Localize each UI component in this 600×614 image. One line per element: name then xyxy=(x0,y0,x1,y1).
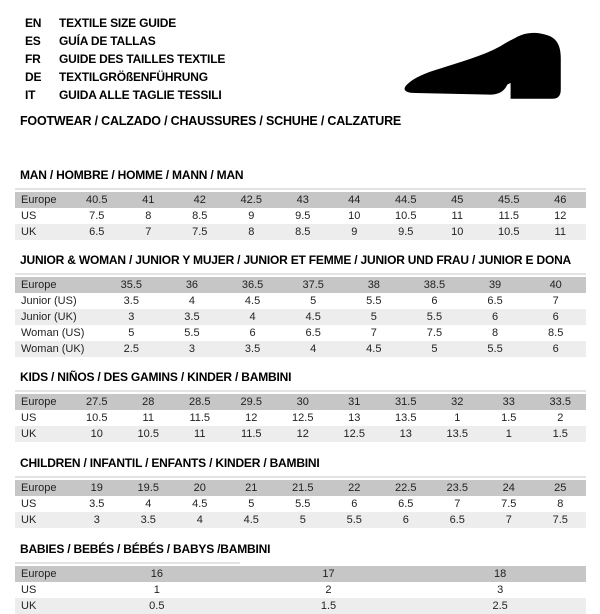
size-value-cell: 7.5 xyxy=(426,327,443,339)
size-value-cell: 5 xyxy=(248,498,255,510)
size-value-cell: 29.5 xyxy=(240,396,262,408)
size-value-cell: 0.5 xyxy=(149,600,165,612)
row-label: Junior (US) xyxy=(21,295,77,307)
size-value-cell: 9.5 xyxy=(295,210,311,222)
size-value-cell: 9 xyxy=(351,226,358,238)
table-row xyxy=(15,480,586,496)
size-value-cell: 38.5 xyxy=(423,279,446,291)
size-value-cell: 21.5 xyxy=(292,482,314,494)
language-code: IT xyxy=(25,88,36,102)
size-value-cell: 21 xyxy=(245,482,258,494)
size-table-children xyxy=(15,480,586,528)
size-value-cell: 33.5 xyxy=(549,396,571,408)
size-value-cell: 6.5 xyxy=(89,226,105,238)
language-title: GUIDE DES TAILLES TEXTILE xyxy=(59,52,226,66)
size-value-cell: 28 xyxy=(142,396,155,408)
size-value-cell: 4 xyxy=(188,295,195,307)
size-value-cell: 7.5 xyxy=(89,210,105,222)
size-value-cell: 5.5 xyxy=(426,311,443,323)
size-value-cell: 1 xyxy=(505,428,512,440)
size-value-cell: 10.5 xyxy=(137,428,159,440)
table-row xyxy=(15,496,586,512)
table-row xyxy=(15,224,586,240)
language-title: GUIDA ALLE TAGLIE TESSILI xyxy=(59,88,222,102)
size-value-cell: 3 xyxy=(128,311,135,323)
language-code: ES xyxy=(25,34,41,48)
size-value-cell: 7 xyxy=(552,295,559,307)
table-row xyxy=(15,309,586,325)
size-value-cell: 8.5 xyxy=(192,210,208,222)
size-value-cell: 6.5 xyxy=(487,295,503,307)
section-kids xyxy=(15,370,586,442)
size-value-cell: 2 xyxy=(557,412,564,424)
section-heading: KIDS / NIÑOS / DES GAMINS / KINDER / BAMBINI xyxy=(20,370,292,384)
size-value-cell: 3 xyxy=(93,514,100,526)
size-value-cell: 13.5 xyxy=(446,428,468,440)
size-value-cell: 5.5 xyxy=(295,498,311,510)
size-value-cell: 31 xyxy=(348,396,361,408)
size-value-cell: 40 xyxy=(549,279,562,291)
size-value-cell: 17 xyxy=(322,568,335,580)
size-value-cell: 7 xyxy=(505,514,512,526)
size-value-cell: 1 xyxy=(454,412,461,424)
size-value-cell: 20 xyxy=(193,482,206,494)
size-value-cell: 37.5 xyxy=(302,279,324,291)
size-table-man xyxy=(15,192,586,240)
size-value-cell: 7 xyxy=(370,327,377,339)
row-label: Europe xyxy=(21,279,57,291)
size-value-cell: 3.5 xyxy=(184,311,200,323)
size-value-cell: 8 xyxy=(557,498,564,510)
size-value-cell: 19.5 xyxy=(137,482,159,494)
size-value-cell: 1.5 xyxy=(320,600,337,612)
size-value-cell: 19 xyxy=(90,482,103,494)
size-value-cell: 16 xyxy=(150,568,163,580)
table-top-rule xyxy=(15,188,586,190)
size-value-cell: 35.5 xyxy=(120,279,143,291)
size-value-cell: 44 xyxy=(348,194,361,206)
table-row xyxy=(15,426,586,442)
size-value-cell: 10 xyxy=(348,210,361,222)
table-row xyxy=(15,208,586,224)
table-row xyxy=(15,394,586,410)
size-value-cell: 7.5 xyxy=(192,226,208,238)
size-value-cell: 4.5 xyxy=(244,295,261,307)
size-value-cell: 42 xyxy=(193,194,206,206)
table-row xyxy=(15,566,586,582)
table-row xyxy=(15,512,586,528)
size-value-cell: 5 xyxy=(299,514,306,526)
size-value-cell: 7.5 xyxy=(501,498,517,510)
size-value-cell: 8 xyxy=(248,226,255,238)
row-label: Woman (US) xyxy=(21,327,85,339)
size-value-cell: 36.5 xyxy=(241,279,264,291)
size-value-cell: 28.5 xyxy=(189,396,211,408)
size-value-cell: 8 xyxy=(492,327,499,339)
language-title: TEXTILGRÖßENFÜHRUNG xyxy=(59,70,208,84)
language-code: FR xyxy=(25,52,41,66)
size-value-cell: 22 xyxy=(348,482,361,494)
size-value-cell: 4.5 xyxy=(243,514,259,526)
size-value-cell: 13.5 xyxy=(395,412,417,424)
size-value-cell: 4 xyxy=(249,311,256,323)
size-value-cell: 24 xyxy=(502,482,515,494)
size-value-cell: 3 xyxy=(497,584,504,596)
size-value-cell: 3.5 xyxy=(123,295,139,307)
size-value-cell: 4.5 xyxy=(366,343,382,355)
size-value-cell: 27.5 xyxy=(86,396,108,408)
size-value-cell: 5 xyxy=(128,327,135,339)
size-value-cell: 8.5 xyxy=(548,327,564,339)
size-value-cell: 3.5 xyxy=(89,498,105,510)
row-label: UK xyxy=(21,600,37,612)
size-value-cell: 7 xyxy=(454,498,461,510)
size-value-cell: 11 xyxy=(554,226,566,238)
size-value-cell: 1 xyxy=(153,584,160,596)
size-value-cell: 41 xyxy=(142,194,155,206)
row-label: Europe xyxy=(21,482,57,494)
size-value-cell: 7 xyxy=(145,226,152,238)
size-value-cell: 45 xyxy=(451,194,464,206)
size-value-cell: 5 xyxy=(310,295,317,307)
table-row xyxy=(15,582,586,598)
size-value-cell: 10.5 xyxy=(498,226,520,238)
row-label: US xyxy=(21,412,37,424)
table-top-rule xyxy=(15,476,586,478)
section-heading: BABIES / BEBÉS / BÉBÉS / BABYS /BAMBINI xyxy=(20,542,271,556)
section-heading: CHILDREN / INFANTIL / ENFANTS / KINDER / BAMBINI xyxy=(20,456,320,470)
size-value-cell: 44.5 xyxy=(395,194,417,206)
table-top-rule xyxy=(15,273,586,275)
size-value-cell: 5.5 xyxy=(487,343,503,355)
size-value-cell: 11.5 xyxy=(498,210,520,222)
size-value-cell: 2.5 xyxy=(123,343,139,355)
size-value-cell: 6.5 xyxy=(398,498,414,510)
size-value-cell: 10 xyxy=(451,226,464,238)
size-value-cell: 25 xyxy=(554,482,567,494)
size-value-cell: 6.5 xyxy=(449,514,465,526)
size-value-cell: 6 xyxy=(552,311,559,323)
size-value-cell: 18 xyxy=(494,568,507,580)
size-value-cell: 7.5 xyxy=(552,514,568,526)
size-value-cell: 4 xyxy=(196,514,203,526)
size-value-cell: 42.5 xyxy=(240,194,262,206)
table-row xyxy=(15,277,586,293)
size-value-cell: 6.5 xyxy=(305,327,321,339)
row-label: Woman (UK) xyxy=(21,343,85,355)
size-table-junior-woman xyxy=(15,277,586,357)
size-value-cell: 10.5 xyxy=(86,412,108,424)
size-value-cell: 6 xyxy=(402,514,409,526)
row-label: US xyxy=(21,584,37,596)
language-code: EN xyxy=(25,16,42,30)
section-man xyxy=(15,168,586,240)
size-value-cell: 3.5 xyxy=(244,343,261,355)
row-label: US xyxy=(21,210,37,222)
table-top-rule xyxy=(15,562,240,564)
size-value-cell: 30 xyxy=(296,396,309,408)
size-value-cell: 6 xyxy=(492,311,499,323)
size-value-cell: 11 xyxy=(194,428,206,440)
row-label: UK xyxy=(21,514,37,526)
size-value-cell: 9.5 xyxy=(398,226,414,238)
size-value-cell: 23.5 xyxy=(446,482,468,494)
size-value-cell: 5 xyxy=(370,311,377,323)
size-value-cell: 2.5 xyxy=(492,600,508,612)
size-value-cell: 4.5 xyxy=(192,498,208,510)
size-value-cell: 5.5 xyxy=(184,327,200,339)
size-value-cell: 4 xyxy=(145,498,152,510)
size-value-cell: 10 xyxy=(90,428,103,440)
size-value-cell: 46 xyxy=(554,194,567,206)
table-row xyxy=(15,325,586,341)
category-title: FOOTWEAR / CALZADO / CHAUSSURES / SCHUHE / CALZATURE xyxy=(20,114,402,128)
size-value-cell: 12 xyxy=(554,210,567,222)
section-heading: JUNIOR & WOMAN / JUNIOR Y MUJER / JUNIOR ET FEMME / JUNIOR UND FRAU / JUNIOR E DONA xyxy=(20,253,572,267)
size-value-cell: 33 xyxy=(502,396,515,408)
row-label: Europe xyxy=(21,396,57,408)
size-value-cell: 5.5 xyxy=(366,295,382,307)
size-value-cell: 40.5 xyxy=(86,194,108,206)
size-value-cell: 11.5 xyxy=(240,428,262,440)
size-value-cell: 22.5 xyxy=(395,482,417,494)
size-value-cell: 2 xyxy=(325,584,332,596)
size-value-cell: 8.5 xyxy=(295,226,311,238)
row-label: Europe xyxy=(21,194,57,206)
size-value-cell: 12.5 xyxy=(343,428,365,440)
size-value-cell: 11 xyxy=(451,210,463,222)
size-table-kids xyxy=(15,394,586,442)
section-junior-woman xyxy=(15,253,586,357)
table-top-rule xyxy=(15,390,586,392)
row-label: UK xyxy=(21,226,37,238)
size-value-cell: 36 xyxy=(185,279,199,291)
size-value-cell: 5 xyxy=(431,343,438,355)
table-row xyxy=(15,341,586,357)
section-heading: MAN / HOMBRE / HOMME / MANN / MAN xyxy=(20,168,244,182)
row-label: US xyxy=(21,498,37,510)
size-value-cell: 39 xyxy=(488,279,502,291)
size-value-cell: 6 xyxy=(431,295,438,307)
language-code: DE xyxy=(25,70,42,84)
size-value-cell: 38 xyxy=(367,279,380,291)
size-value-cell: 12.5 xyxy=(292,412,314,424)
table-row xyxy=(15,293,586,309)
row-label: UK xyxy=(21,428,37,440)
size-value-cell: 31.5 xyxy=(395,396,417,408)
size-value-cell: 43 xyxy=(296,194,309,206)
language-title: TEXTILE SIZE GUIDE xyxy=(59,16,177,30)
table-row xyxy=(15,192,586,208)
size-value-cell: 1.5 xyxy=(501,412,517,424)
row-label: Europe xyxy=(21,568,57,580)
size-value-cell: 10.5 xyxy=(395,210,417,222)
size-value-cell: 5.5 xyxy=(346,514,362,526)
size-value-cell: 1.5 xyxy=(552,428,568,440)
language-title: GUÍA DE TALLAS xyxy=(59,34,156,48)
size-value-cell: 12 xyxy=(245,412,258,424)
size-value-cell: 12 xyxy=(296,428,309,440)
size-value-cell: 3 xyxy=(188,343,195,355)
size-value-cell: 32 xyxy=(451,396,464,408)
size-value-cell: 4 xyxy=(310,343,317,355)
row-label: Junior (UK) xyxy=(21,311,77,323)
size-value-cell: 45.5 xyxy=(498,194,520,206)
table-row xyxy=(15,410,586,426)
table-row xyxy=(15,598,586,614)
size-value-cell: 6 xyxy=(552,343,559,355)
size-value-cell: 11.5 xyxy=(189,412,211,424)
size-table-babies xyxy=(15,566,586,614)
size-value-cell: 13 xyxy=(348,412,361,424)
size-value-cell: 3.5 xyxy=(140,514,156,526)
dress-shoe-icon xyxy=(393,16,578,108)
size-value-cell: 8 xyxy=(145,210,152,222)
size-value-cell: 4.5 xyxy=(305,311,321,323)
size-value-cell: 11 xyxy=(142,412,154,424)
size-value-cell: 9 xyxy=(248,210,255,222)
size-value-cell: 13 xyxy=(399,428,412,440)
size-value-cell: 6 xyxy=(249,327,256,339)
size-value-cell: 6 xyxy=(351,498,358,510)
section-babies xyxy=(15,542,586,614)
section-children xyxy=(15,456,586,528)
